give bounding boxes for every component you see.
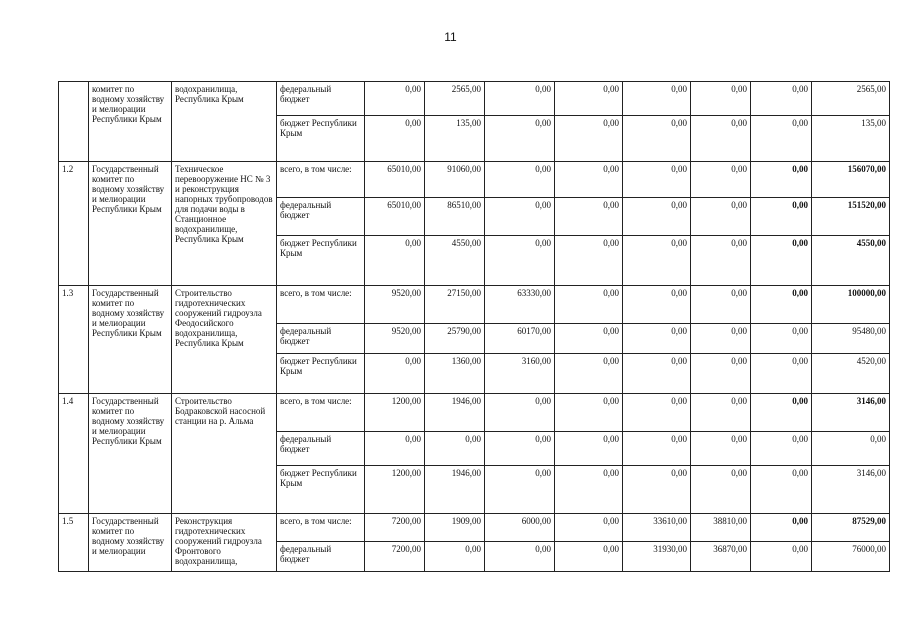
value-cell: 0,00 (691, 198, 751, 236)
funding-source-cell: бюджет Республики Крым (277, 354, 365, 394)
value-cell: 0,00 (751, 236, 812, 286)
value-cell: 0,00 (623, 162, 691, 198)
value-cell: 0,00 (365, 432, 425, 466)
value-cell: 0,00 (691, 236, 751, 286)
value-cell: 0,00 (623, 236, 691, 286)
value-cell: 3160,00 (485, 354, 555, 394)
value-cell: 0,00 (555, 236, 623, 286)
value-cell: 38810,00 (691, 514, 751, 542)
value-cell: 0,00 (555, 542, 623, 572)
object-cell: водохранилища, Республика Крым (172, 82, 277, 162)
funding-source-cell: всего, в том числе: (277, 286, 365, 324)
value-cell: 0,00 (485, 82, 555, 116)
value-cell: 0,00 (555, 354, 623, 394)
funding-source-cell: бюджет Республики Крым (277, 466, 365, 514)
value-cell: 36870,00 (691, 542, 751, 572)
funding-source-cell: федеральный бюджет (277, 542, 365, 572)
value-cell: 0,00 (751, 82, 812, 116)
value-cell: 0,00 (751, 286, 812, 324)
funding-source-cell: бюджет Республики Крым (277, 236, 365, 286)
item-number-cell: 1.4 (59, 394, 89, 514)
value-cell: 0,00 (751, 394, 812, 432)
total-value-cell: 4550,00 (812, 236, 890, 286)
value-cell: 0,00 (365, 354, 425, 394)
funding-source-cell: федеральный бюджет (277, 432, 365, 466)
value-cell: 0,00 (751, 432, 812, 466)
funding-source-cell: всего, в том числе: (277, 162, 365, 198)
total-value-cell: 3146,00 (812, 466, 890, 514)
executor-cell: Государственный комитет по водному хозяйству и мелиорации Республики Крым (89, 162, 172, 286)
total-value-cell: 3146,00 (812, 394, 890, 432)
table-row (59, 286, 890, 324)
value-cell: 91060,00 (425, 162, 485, 198)
value-cell: 0,00 (623, 286, 691, 324)
value-cell: 0,00 (555, 198, 623, 236)
table-row (59, 394, 890, 432)
object-cell: Строительство гидротехнических сооружений гидроузла Феодосийского водохранилища, Республика Крым (172, 286, 277, 394)
executor-cell: Государственный комитет по водному хозяйству и мелиорации Республики Крым (89, 394, 172, 514)
value-cell: 31930,00 (623, 542, 691, 572)
item-number-cell: 1.3 (59, 286, 89, 394)
value-cell: 1200,00 (365, 466, 425, 514)
value-cell: 0,00 (485, 198, 555, 236)
value-cell: 25790,00 (425, 324, 485, 354)
item-number-cell: 1.2 (59, 162, 89, 286)
executor-cell: Государственный комитет по водному хозяйству и мелиорации Республики Крым (89, 286, 172, 394)
funding-source-cell: бюджет Республики Крым (277, 116, 365, 162)
value-cell: 135,00 (425, 116, 485, 162)
value-cell: 0,00 (691, 354, 751, 394)
total-value-cell: 156070,00 (812, 162, 890, 198)
value-cell: 0,00 (485, 162, 555, 198)
value-cell: 0,00 (555, 324, 623, 354)
funding-source-cell: всего, в том числе: (277, 394, 365, 432)
value-cell: 0,00 (623, 198, 691, 236)
item-number-cell (59, 82, 89, 162)
value-cell: 9520,00 (365, 286, 425, 324)
value-cell: 6000,00 (485, 514, 555, 542)
value-cell: 1946,00 (425, 394, 485, 432)
funding-source-cell: всего, в том числе: (277, 514, 365, 542)
total-value-cell: 4520,00 (812, 354, 890, 394)
value-cell: 33610,00 (623, 514, 691, 542)
funding-source-cell: федеральный бюджет (277, 82, 365, 116)
total-value-cell: 2565,00 (812, 82, 890, 116)
value-cell: 7200,00 (365, 542, 425, 572)
object-cell: Строительство Бодраковской насосной станции на р. Альма (172, 394, 277, 514)
value-cell: 0,00 (691, 162, 751, 198)
value-cell: 0,00 (751, 198, 812, 236)
value-cell: 0,00 (691, 394, 751, 432)
value-cell: 0,00 (751, 542, 812, 572)
value-cell: 1360,00 (425, 354, 485, 394)
value-cell: 0,00 (555, 514, 623, 542)
value-cell: 0,00 (365, 116, 425, 162)
table-body (59, 82, 890, 572)
value-cell: 0,00 (691, 432, 751, 466)
value-cell: 0,00 (485, 466, 555, 514)
total-value-cell: 76000,00 (812, 542, 890, 572)
funding-source-cell: федеральный бюджет (277, 324, 365, 354)
value-cell: 63330,00 (485, 286, 555, 324)
value-cell: 0,00 (623, 116, 691, 162)
value-cell: 0,00 (623, 354, 691, 394)
value-cell: 0,00 (623, 432, 691, 466)
value-cell: 0,00 (365, 236, 425, 286)
value-cell: 0,00 (691, 82, 751, 116)
value-cell: 0,00 (691, 286, 751, 324)
funding-source-cell: федеральный бюджет (277, 198, 365, 236)
value-cell: 0,00 (751, 514, 812, 542)
executor-cell: комитет по водному хозяйству и мелиорации Республики Крым (89, 82, 172, 162)
total-value-cell: 151520,00 (812, 198, 890, 236)
value-cell: 0,00 (485, 116, 555, 162)
value-cell: 27150,00 (425, 286, 485, 324)
object-cell: Техническое перевооружение НС № 3 и реконструкция напорных трубопроводов для подачи воды в Станционное водохранилище, Республика Крым (172, 162, 277, 286)
value-cell: 0,00 (555, 394, 623, 432)
value-cell: 0,00 (691, 116, 751, 162)
value-cell: 0,00 (365, 82, 425, 116)
value-cell: 0,00 (555, 162, 623, 198)
value-cell: 0,00 (555, 82, 623, 116)
value-cell: 7200,00 (365, 514, 425, 542)
value-cell: 0,00 (425, 432, 485, 466)
value-cell: 1946,00 (425, 466, 485, 514)
value-cell: 0,00 (555, 286, 623, 324)
value-cell: 0,00 (623, 394, 691, 432)
value-cell: 0,00 (623, 82, 691, 116)
item-number-cell: 1.5 (59, 514, 89, 572)
total-value-cell: 95480,00 (812, 324, 890, 354)
value-cell: 0,00 (555, 432, 623, 466)
value-cell: 0,00 (485, 394, 555, 432)
value-cell: 60170,00 (485, 324, 555, 354)
total-value-cell: 87529,00 (812, 514, 890, 542)
value-cell: 86510,00 (425, 198, 485, 236)
value-cell: 0,00 (485, 432, 555, 466)
value-cell: 65010,00 (365, 162, 425, 198)
total-value-cell: 100000,00 (812, 286, 890, 324)
value-cell: 0,00 (555, 116, 623, 162)
value-cell: 1200,00 (365, 394, 425, 432)
value-cell: 0,00 (751, 116, 812, 162)
value-cell: 0,00 (751, 162, 812, 198)
value-cell: 0,00 (425, 542, 485, 572)
value-cell: 0,00 (555, 466, 623, 514)
table-row (59, 82, 890, 116)
value-cell: 1909,00 (425, 514, 485, 542)
total-value-cell: 135,00 (812, 116, 890, 162)
value-cell: 0,00 (751, 354, 812, 394)
value-cell: 0,00 (485, 236, 555, 286)
object-cell: Реконструкция гидротехнических сооружений гидроузла Фронтового водохранилища, (172, 514, 277, 572)
value-cell: 4550,00 (425, 236, 485, 286)
value-cell: 65010,00 (365, 198, 425, 236)
value-cell: 0,00 (623, 466, 691, 514)
page-number: 11 (444, 30, 457, 44)
value-cell: 0,00 (751, 466, 812, 514)
executor-cell: Государственный комитет по водному хозяйству и мелиорации (89, 514, 172, 572)
total-value-cell: 0,00 (812, 432, 890, 466)
value-cell: 9520,00 (365, 324, 425, 354)
value-cell: 0,00 (751, 324, 812, 354)
value-cell: 0,00 (623, 324, 691, 354)
budget-table (58, 81, 890, 572)
value-cell: 2565,00 (425, 82, 485, 116)
value-cell: 0,00 (691, 324, 751, 354)
value-cell: 0,00 (691, 466, 751, 514)
value-cell: 0,00 (485, 542, 555, 572)
table-row (59, 162, 890, 198)
table-row (59, 514, 890, 542)
